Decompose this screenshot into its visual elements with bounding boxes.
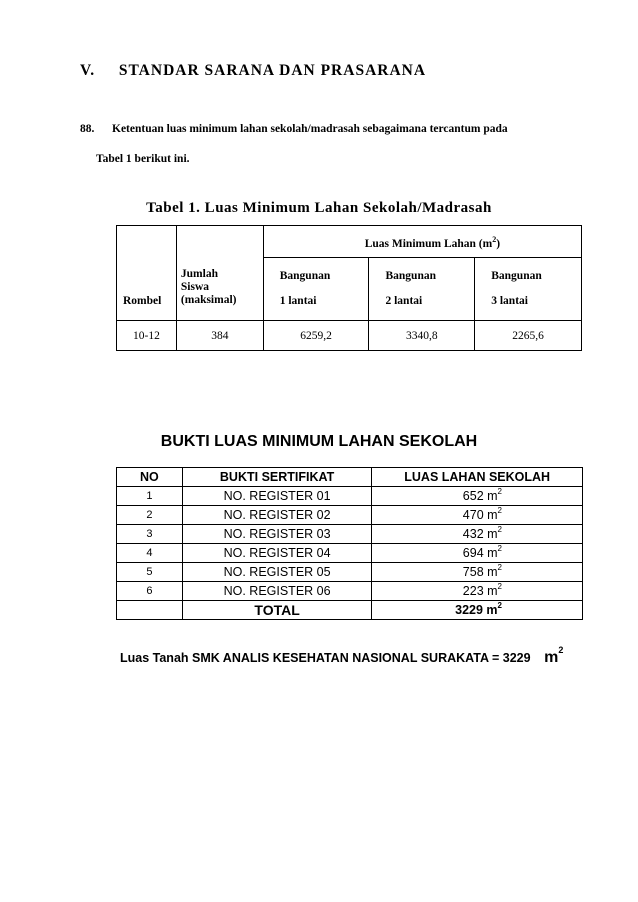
header-bukti: BUKTI SERTIFIKAT	[182, 468, 372, 487]
row-luas-value: 432 m	[462, 527, 498, 541]
row-bukti: NO. REGISTER 06	[182, 582, 372, 601]
section-number: V.	[80, 62, 96, 79]
section-title: STANDAR SARANA DAN PRASARANA	[118, 62, 427, 79]
row-no: 2	[117, 506, 183, 525]
table-luas-minimum	[116, 225, 582, 351]
row-no: 4	[117, 544, 183, 563]
bangunan-3-line1: Bangunan	[491, 270, 542, 282]
bangunan-1-line2: 1 lantai	[279, 295, 317, 307]
row-bukti: NO. REGISTER 04	[182, 544, 372, 563]
row-luas-value: 652 m	[462, 489, 498, 503]
row-bukti: NO. REGISTER 02	[182, 506, 372, 525]
row-luas-value: 694 m	[462, 546, 498, 560]
paragraph-line-1: Ketentuan luas minimum lahan sekolah/madrasah sebagaimana tercantum pada	[112, 123, 508, 135]
cell-jumlah: 384	[176, 321, 263, 351]
header-jumlah-line2: Siswa	[180, 281, 210, 293]
row-luas	[372, 506, 583, 525]
row-no: 5	[117, 563, 183, 582]
table-row	[117, 544, 583, 563]
row-luas	[372, 525, 583, 544]
header-luas-lahan: LUAS LAHAN SEKOLAH	[372, 468, 583, 487]
row-luas	[372, 544, 583, 563]
total-value-sup: 2	[497, 601, 502, 610]
header-bangunan-2	[369, 258, 475, 321]
cell-bangunan-3: 2265,6	[475, 321, 582, 351]
row-luas-value: 470 m	[462, 508, 498, 522]
header-luas-sup: 2	[492, 235, 497, 245]
summary-line	[120, 645, 564, 667]
row-luas-value: 758 m	[462, 565, 498, 579]
header-rombel: Rombel	[117, 226, 177, 321]
total-value-text: 3229 m	[455, 603, 498, 617]
table-row	[117, 525, 583, 544]
row-luas-sup: 2	[497, 525, 502, 534]
row-no: 6	[117, 582, 183, 601]
total-row	[117, 601, 583, 620]
row-luas-sup: 2	[497, 544, 502, 553]
header-luas-minimum	[263, 226, 581, 258]
row-bukti: NO. REGISTER 05	[182, 563, 372, 582]
header-luas-end: )	[496, 237, 501, 250]
row-luas	[372, 582, 583, 601]
paragraph-number: 88.	[80, 123, 95, 135]
total-empty-cell	[117, 601, 183, 620]
header-jumlah-siswa	[176, 226, 263, 321]
summary-text: Luas Tanah SMK ANALIS KESEHATAN NASIONAL SURAKATA = 3229	[120, 651, 531, 666]
row-bukti: NO. REGISTER 01	[182, 487, 372, 506]
total-label: TOTAL	[182, 601, 372, 620]
header-bangunan-1	[263, 258, 369, 321]
header-no: NO	[117, 468, 183, 487]
section-heading	[80, 62, 426, 80]
header-luas-text: Luas Minimum Lahan (m	[364, 237, 493, 250]
table2-title: BUKTI LUAS MINIMUM LAHAN SEKOLAH	[160, 433, 478, 450]
table-row	[117, 506, 583, 525]
row-luas-sup: 2	[497, 506, 502, 515]
table-row	[117, 582, 583, 601]
cell-rombel: 10-12	[117, 321, 177, 351]
bangunan-2-line2: 2 lantai	[385, 295, 423, 307]
header-bangunan-3	[475, 258, 582, 321]
paragraph-line-2: Tabel 1 berikut ini.	[96, 153, 190, 165]
row-bukti: NO. REGISTER 03	[182, 525, 372, 544]
bangunan-1-line1: Bangunan	[279, 270, 331, 282]
row-luas-sup: 2	[497, 563, 502, 572]
header-jumlah-line1: Jumlah	[180, 268, 218, 280]
cell-bangunan-1: 6259,2	[263, 321, 369, 351]
table1-title: Tabel 1. Luas Minimum Lahan Sekolah/Madrasah	[146, 200, 492, 216]
summary-unit: m	[544, 649, 559, 667]
row-luas-sup: 2	[497, 487, 502, 496]
row-luas	[372, 563, 583, 582]
row-no: 1	[117, 487, 183, 506]
summary-sup: 2	[558, 645, 564, 655]
header-jumlah-line3: (maksimal)	[180, 294, 237, 306]
bangunan-3-line2: 3 lantai	[491, 295, 528, 307]
row-luas-value: 223 m	[462, 584, 498, 598]
row-luas-sup: 2	[497, 582, 502, 591]
row-no: 3	[117, 525, 183, 544]
row-luas	[372, 487, 583, 506]
cell-bangunan-2: 3340,8	[369, 321, 475, 351]
total-value	[372, 601, 583, 620]
table-bukti-luas	[116, 467, 583, 620]
table-row	[117, 563, 583, 582]
table-row	[117, 487, 583, 506]
bangunan-2-line1: Bangunan	[385, 270, 436, 282]
